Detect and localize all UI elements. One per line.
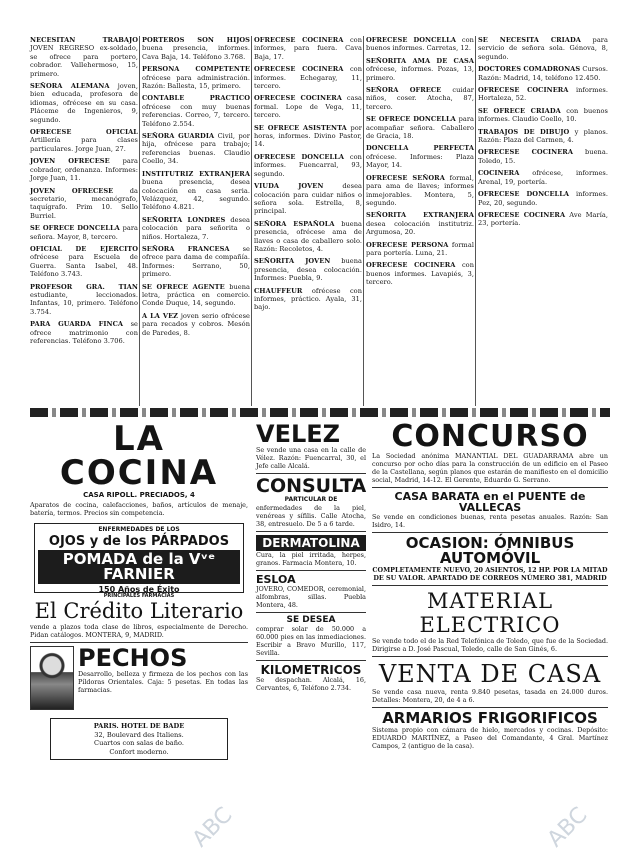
ocasion-title: OCASION: ÓMNIBUS AUTOMÓVIL <box>405 534 575 567</box>
classified-ad-heading: SEÑORA GUARDIA <box>142 132 215 141</box>
classified-ad <box>366 241 474 258</box>
classified-ad-text: joven, bien educada, profesora de idiomas, ofrécese en su casa. Pláceme de Ingenieros, 9, segundo. <box>30 82 138 124</box>
classified-ad-heading: OFRECESE COCINERA <box>254 65 344 74</box>
classified-ad-heading: PARA GUARDA FINCA <box>30 320 124 329</box>
pomada-line: ENFERMEDADES DE LOS <box>98 526 180 533</box>
classified-ad-text: con buenos informes. Claudio Coello, 10. <box>478 106 608 124</box>
classified-ad-heading: OFRECESE SEÑORA <box>366 173 445 182</box>
lower-middle-ads <box>256 422 366 692</box>
classified-ad <box>30 320 138 345</box>
classified-ad <box>478 65 608 82</box>
classified-ad <box>254 182 362 216</box>
casa-barata-title: CASA BARATA en el PUENTE de VALLECAS <box>394 490 586 514</box>
classified-ad-text: joven serio ofrécese para recados y cobros. Mesón de Paredes, 8. <box>142 311 250 337</box>
classifieds-column-4 <box>366 36 474 291</box>
armarios-text: Sistema propio con cámara de hielo, mercados y cocinas. Depósito: EDUARDO MARTÍNEZ, a Paseo del Comandante, 4 Gral. Martínez Campos, 2 (antiguo de la casa). <box>372 726 608 750</box>
classified-ad-heading: SEÑORITA JOVEN <box>254 257 331 266</box>
classified-ad-text: informes. Pez, 20, segundo. <box>478 190 608 207</box>
classified-ad-text: casa formal. Lope de Vega, 11, tercero. <box>254 94 362 120</box>
classified-ad-heading: A LA VEZ <box>142 311 179 320</box>
abc-watermark: ABC <box>542 802 593 853</box>
classified-ad-text: ofrécese con informes, práctico. Ayala, 31, bajo. <box>254 286 362 312</box>
classified-ad-text: por horas, informes. Divino Pastor, 14. <box>254 123 362 149</box>
lower-right-ads <box>372 419 608 750</box>
velez-text: Se vende una casa en la calle de Vélez. Razón: Fuencarral, 30, el Jefe calle Alcalá. <box>256 446 366 470</box>
classified-ad <box>366 115 474 140</box>
credito-text: vende a plazos toda clase de libros, especialmente de Derecho. Pidan catálogos. MONTERA, 9, MADRID. <box>30 623 248 639</box>
classified-ad-heading: OFRECESE DONCELLA <box>478 190 570 199</box>
column-divider <box>475 36 476 406</box>
classified-ad-heading: COCINERA <box>478 169 520 178</box>
classified-ad-text: estudiante, leccionados. Infantas, 10, primero. Teléfono 3.754. <box>30 290 138 316</box>
classified-ad-heading: OFRECESE DONCELLA <box>366 36 457 44</box>
classified-ad <box>30 245 138 279</box>
classified-ad-text: buena presencia, desea colocación. Informes: Puebla, 9. <box>254 257 362 283</box>
classified-ad-text: se ofrece matrimonio con referencias. Teléfono 3.706. <box>30 320 138 345</box>
classified-ad-heading: PERSONA COMPETENTE <box>142 65 250 74</box>
classified-ad <box>30 157 138 182</box>
classified-ad-heading: SE OFRECE AGENTE <box>142 282 225 291</box>
classified-ad-heading: OFRECESE COCINERA <box>366 261 456 270</box>
classified-ad-text: con informes, para fuera. Cava Baja, 17. <box>254 36 362 61</box>
classified-ad-text: para acompañar señora. Caballero de Gracia, 18. <box>366 115 474 141</box>
classified-ad <box>254 287 362 312</box>
classified-ad-heading: PROFESOR GRA. TIAN <box>30 282 138 291</box>
pomada-line: OJOS y de los PÁRPADOS <box>48 534 230 549</box>
classified-ad <box>142 283 250 308</box>
classified-ad-text: se ofrece para dama de compañía. Informes: Serrano, 50, primero. <box>142 244 250 279</box>
classified-ad <box>366 144 474 169</box>
classified-ad-text: con informes. Fuencarral, 93, segundo. <box>254 152 362 178</box>
classified-ad-heading: VIUDA JOVEN <box>254 182 324 191</box>
lower-left-ads <box>30 419 248 760</box>
hotel-line: Confort moderno. <box>109 747 169 756</box>
classified-ad-text: buena presencia, ofrécese ama de llaves o casa de caballero solo. Razón: Recoletos, 4. <box>254 219 362 253</box>
esloa-title: ESLOA <box>256 573 296 586</box>
classified-ad-text: cuidar niños, coser. Atocha, 87, tercero. <box>366 86 474 111</box>
consulta-subtitle: PARTICULAR DE <box>284 496 338 503</box>
classified-ad <box>30 82 138 124</box>
classified-ad-heading: PORTEROS SON HIJOS <box>142 36 250 44</box>
newspaper-page <box>30 36 610 826</box>
woman-portrait-illustration <box>30 646 74 710</box>
dermatolina-text: Cura, la piel irritada, herpes, granos. Farmacia Montera, 10. <box>256 551 366 567</box>
classified-ad-text: y planos. Razón: Plaza del Carmen, 4. <box>478 127 608 145</box>
consulta-text: enfermedades de la piel, venéreas y sífilis. Calle Atocha, 38, entresuelo. De 5 a 6 tarde. <box>256 504 366 528</box>
hotel-line: PARIS. HOTEL DE BADE <box>93 722 185 730</box>
classified-ad-heading: SEÑORITA LONDRES <box>142 215 226 224</box>
classified-ad-heading: OFRECESE COCINERA <box>254 36 344 44</box>
velez-title: VELEZ <box>256 420 341 448</box>
classified-ad-text: desea colocación para cuidar niños o señora sola. Estrella, 8, principal. <box>254 182 362 216</box>
classified-ad-text: Cursos. Razón: Madrid, 14, teléfono 12.450. <box>478 65 608 82</box>
classified-ad <box>478 128 608 145</box>
la-cocina-title: LA COCINA <box>59 419 219 493</box>
classified-ad-heading: DONCELLA PERFECTA <box>366 144 474 153</box>
classified-ad <box>254 153 362 178</box>
desea-text: comprar solar de 50.000 a 60.000 pies en las inmediaciones. Escribir a Bravo Murillo, 117, Sevilla. <box>256 625 366 657</box>
classified-ad-heading: DOCTORES COMADRONAS <box>478 65 581 74</box>
classified-ad-text: buena letra, práctica en comercio. Conde Duque, 14, segundo. <box>142 282 250 308</box>
classified-ad <box>142 170 250 212</box>
classified-ad-heading: SE NECESITA CRIADA <box>478 36 581 44</box>
classified-ad <box>478 86 608 103</box>
classifieds-column-1 <box>30 36 138 349</box>
kilometricos-title: KILOMETRICOS <box>260 663 362 677</box>
classified-ad <box>254 257 362 282</box>
classified-ad-heading: OFRECESE COCINERA <box>478 148 573 157</box>
classified-ad-heading: OFRECESE COCINERA <box>254 94 342 103</box>
classified-ad-text: formal para portería. Luna, 21. <box>366 240 474 257</box>
classified-ad <box>366 211 474 236</box>
material-electrico-text: Se vende todo el de la Red Telefónica de Toledo, que fue de la Sociedad. Dirigirse a D. José Pascual, Toledo, calle de San Ginés, 6. <box>372 637 608 653</box>
classified-ad-heading: NECESITAN TRABAJO <box>30 36 138 44</box>
classified-ad <box>30 224 138 241</box>
classified-ad-text: para cobrador, ordenanza. Informes: Jorge Juan, 11. <box>30 157 138 183</box>
classified-ad-heading: TRABAJOS DE DIBUJO <box>478 127 570 136</box>
classified-ad-heading: SEÑORITA AMA DE CASA <box>366 56 474 65</box>
classified-ad-heading: INSTITUTRIZ EXTRANJERA <box>142 169 250 178</box>
classifieds-column-3 <box>254 36 362 316</box>
ornamental-divider <box>30 408 610 417</box>
concurso-title: CONCURSO <box>391 419 589 454</box>
classified-ad <box>142 36 250 61</box>
classified-ad-text: con buenos informes. Lavapiés, 3, tercero. <box>366 261 474 287</box>
classified-ad-text: ofrécese. Informes: Plaza Mayor, 14. <box>366 152 474 170</box>
classified-ad <box>478 107 608 124</box>
classified-ad-text: con buenos informes. Carretas, 12. <box>366 36 474 53</box>
classified-ad-heading: JOVEN OFRECESE <box>30 186 114 195</box>
classified-ad <box>142 216 250 241</box>
classified-ad <box>142 132 250 166</box>
classified-ad-text: ofrécese con muy buenas referencias. Correo, 7, tercero. Teléfono 2.554. <box>142 102 250 128</box>
hotel-ad <box>50 718 228 760</box>
classified-ad <box>478 169 608 186</box>
pomada-line: PRINCIPALES FARMACIAS <box>103 593 175 599</box>
esloa-text: JOVERO, COMEDOR, ceremonial, alfombras, sillas. Puebla Montera, 48. <box>256 585 366 609</box>
classified-ad-text: Ave María, 23, portería. <box>478 210 608 228</box>
classified-ad-heading: SEÑORA OFRECE <box>366 86 442 95</box>
classified-ad <box>30 283 138 317</box>
classified-ad <box>142 245 250 279</box>
classified-ad <box>366 261 474 286</box>
classified-ad-heading: OFICIAL DE EJERCITO <box>30 244 138 253</box>
classified-ad <box>366 57 474 82</box>
classified-ad-text: ofrécese para Escuela de Guerra. Santa Isabel, 48. Teléfono 3.743. <box>30 253 138 279</box>
classified-ad-text: buena presencia, informes. Cava Baja, 14. Teléfono 3.768. <box>142 44 250 61</box>
classified-ad-heading: JOVEN OFRECESE <box>30 157 110 166</box>
classified-ad-heading: SEÑORITA EXTRANJERA <box>366 211 474 220</box>
classified-ad <box>30 187 138 221</box>
casa-barata-text: Se vende en condiciones buenas, renta pesetas anuales. Razón: San Isidro, 14. <box>372 513 608 529</box>
pomada-line: 150 Años de Éxito <box>98 585 180 594</box>
abc-watermark: ABC <box>187 802 238 853</box>
classified-ad-heading: OFRECESE DONCELLA <box>254 152 345 161</box>
classified-ad-text: buena. Toledo, 15. <box>478 148 608 165</box>
pomada-title: POMADA de la Vᵛᵉ FARNIER <box>38 550 240 584</box>
classified-ad-heading: SE OFRECE ASISTENTA <box>254 123 347 132</box>
pechos-text: Desarrollo, belleza y firmeza de los pechos con las Píldoras Orientales. Caja: 5 pesetas. En todas las farmacias. <box>78 670 248 694</box>
kilometricos-text: Se despachan. Alcalá, 16, Cervantes, 6, Teléfono 2.734. <box>256 676 366 692</box>
classified-ad-text: ofrécese para administración. Razón: Ballesta, 15, primero. <box>142 73 250 91</box>
classified-ad-text: JOVEN REGRESO ex-soldado, se ofrece para portero, cobrador. Vallehermoso, 15, primero. <box>30 44 138 78</box>
classified-ad <box>30 36 138 78</box>
classified-ad-text: formal, para ama de llaves; informes inmejorables. Montera, 5, segundo. <box>366 173 474 207</box>
classified-ad-text: ofrécese, informes. Pozas, 13, primero. <box>366 65 474 82</box>
classified-ad <box>254 94 362 119</box>
classified-ad-text: ofrécese, informes. Arenal, 19, portería. <box>478 169 608 186</box>
classified-ad-text: Civil, por hija, ofrécese para trabajo; referencias buenas. Claudio Coello, 34. <box>142 132 250 166</box>
classified-ad <box>478 36 608 61</box>
pechos-ad <box>30 646 248 710</box>
classified-ad <box>254 124 362 149</box>
classified-ad <box>366 174 474 208</box>
classified-ad-heading: SEÑORA ALEMANA <box>30 82 110 91</box>
column-divider <box>251 36 252 406</box>
concurso-text: La Sociedad anónima MANANTIAL DEL GUADARRAMA abre un concurso por ocho días para la construcción de un edificio en el Paseo de la Castellana, según planos que estarán de manifiesto en el domicilio social, Madrid, 14-12. El Gerente, Eduardo G. Serrano. <box>372 452 608 484</box>
classified-ad-text: desea colocación para señorita o niños. Hortaleza, 7. <box>142 215 250 241</box>
classifieds-column-2 <box>142 36 250 341</box>
classified-ad-text: desea colocación institutriz. Argumosa, 20. <box>366 219 474 237</box>
classified-ad-heading: OFRECESE COCINERA <box>478 86 569 95</box>
classified-ad-text: buena presencia, desea colocación en casa seria. Velázquez, 42, segundo. Teléfono 4.821. <box>142 178 250 212</box>
classified-ad-text: Artillería para clases particulares. Jorge Juan, 27. <box>30 136 138 153</box>
column-divider <box>363 36 364 406</box>
classified-ad-heading: OFRECESE OFICIAL <box>30 128 138 137</box>
classified-ad-text: da secretario, mecanógrafo, taquígrafo. Prim 10. Sello Burriel. <box>30 186 138 220</box>
classified-ad <box>30 128 138 153</box>
classified-ad-text: para señora. Mayor, 8, tercero. <box>30 224 138 241</box>
dermatolina-title: DERMATOLINA <box>256 535 366 551</box>
classified-ad <box>254 36 362 61</box>
desea-title: SE DESEA <box>286 615 336 625</box>
armarios-title: ARMARIOS FRIGORIFICOS <box>382 709 598 727</box>
classified-ad <box>142 65 250 90</box>
classified-ad <box>142 94 250 128</box>
classified-ad <box>478 148 608 165</box>
classified-ad <box>142 312 250 337</box>
classified-ad-heading: OFRECESE COCINERA <box>478 210 566 219</box>
classified-ad <box>254 65 362 90</box>
classified-ad-heading: SEÑORA ESPAÑOLA <box>254 219 335 228</box>
classified-ad-heading: CONTABLE PRACTICO <box>142 94 250 103</box>
classified-ad-heading: SE OFRECE CRIADA <box>478 106 561 115</box>
credito-title: El Crédito Literario <box>34 599 244 623</box>
classified-ad-heading: SE OFRECE DONCELLA <box>30 224 120 233</box>
classifieds-column-5 <box>478 36 608 232</box>
ocasion-text: COMPLETAMENTE NUEVO, 20 ASIENTOS, 12 HP. POR LA MITAD DE SU VALOR. APARTADO DE CORREOS NÚMERO 381, MADRID <box>372 566 608 582</box>
material-electrico-title: MATERIAL ELECTRICO <box>419 589 561 637</box>
classified-ad-heading: SE OFRECE DONCELLA <box>366 115 456 124</box>
classified-ad <box>366 36 474 53</box>
classified-ad-heading: CHAUFFEUR <box>254 286 303 295</box>
hotel-line: Cuartos con salas de baño. <box>94 739 184 747</box>
classified-ad-heading: OFRECESE PERSONA <box>366 240 449 249</box>
venta-casa-text: Se vende casa nueva, renta 9.840 pesetas, tasada en 24.000 duros. Detalles: Montera, 20, de 4 a 6. <box>372 688 608 704</box>
la-cocina-subtitle: CASA RIPOLL. PRECIADOS, 4 <box>83 491 195 499</box>
classified-ad <box>254 220 362 254</box>
column-divider <box>139 36 140 406</box>
classified-ad-heading: SEÑORA FRANCESA <box>142 244 230 253</box>
consulta-title: CONSULTA <box>256 475 367 497</box>
classified-ad <box>366 86 474 111</box>
la-cocina-text: Aparatos de cocina, calefacciones, baños, artículos de menaje, batería, termos. Precios sin competencia. <box>30 501 248 517</box>
classified-ad-text: informes. Hortaleza, 52. <box>478 86 608 103</box>
pechos-title: PECHOS <box>78 646 188 672</box>
venta-casa-title: VENTA DE CASA <box>378 660 602 688</box>
hotel-line: 32, Boulevard des Italiens. <box>94 730 184 739</box>
classified-ad <box>478 190 608 207</box>
pomada-ad <box>34 523 244 599</box>
classified-ad <box>478 211 608 228</box>
classified-ad-text: para servicio de señora sola. Génova, 8, segundo. <box>478 36 608 61</box>
classified-ad-text: con informes. Echegaray, 11, tercero. <box>254 65 362 91</box>
